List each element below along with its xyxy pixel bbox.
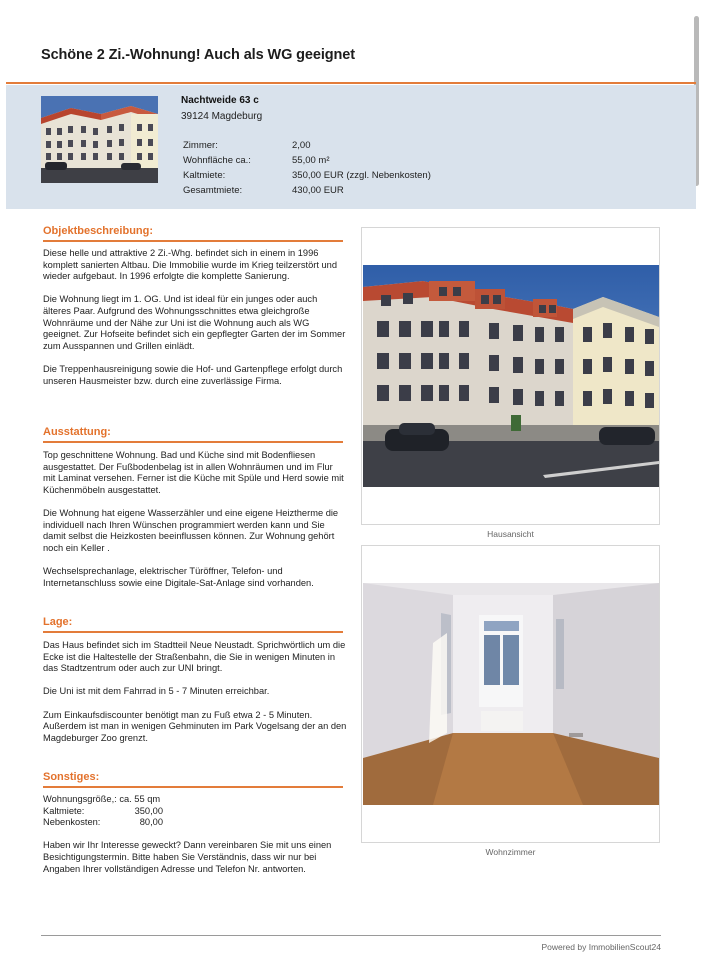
paragraph: Die Uni ist mit dem Fahrrad in 5 - 7 Minuten erreichbar. (43, 686, 270, 697)
page-title: Schöne 2 Zi.-Wohnung! Auch als WG geeignet (41, 47, 356, 63)
building-photo (363, 265, 659, 487)
fact-label: Wohnfläche ca.: (183, 155, 251, 166)
key-facts (183, 140, 431, 200)
photo-caption: Hausansicht (487, 529, 534, 539)
fact-value: 350,00 EUR (zzgl. Nebenkosten) (292, 170, 431, 181)
paragraph: Die Wohnung hat eigene Wasserzähler und eine eigene Heiztherme die individuell nach Ihren Wünschen programmiert werden kann und Sie damit selbst die Heizkosten beeinflussen können. Zur Wohnung gehört noch ein Keller . (43, 507, 339, 553)
section-body-sonstiges (43, 794, 347, 875)
section-heading-sonstiges: Sonstiges: (43, 771, 343, 788)
photo-caption: Wohnzimmer (485, 847, 536, 857)
fact-label: Gesamtmiete: (183, 185, 243, 196)
address-city: 39124 Magdeburg (181, 111, 263, 122)
fact-value: 55,00 m² (292, 155, 330, 166)
row-label: Kaltmiete: (43, 805, 85, 816)
fact-area (183, 155, 431, 170)
room-photo (363, 583, 659, 805)
building-thumbnail[interactable] (41, 96, 158, 183)
paragraph: Die Treppenhausreinigung sowie die Hof- und Gartenpflege erfolgt durch unseren Hausmeister bzw. durch eine zuverlässige Firma. (43, 363, 343, 386)
fact-value: 2,00 (292, 140, 311, 151)
photo-frame-wohnzimmer[interactable] (361, 545, 660, 843)
photo-frame-hausansicht[interactable] (361, 227, 660, 525)
row-value: 350,00 (134, 805, 163, 816)
footer-divider (41, 935, 661, 936)
fact-rooms (183, 140, 431, 155)
row-value: 80,00 (139, 817, 163, 828)
section-heading-ausstattung: Ausstattung: (43, 426, 343, 443)
fact-label: Kaltmiete: (183, 170, 226, 181)
paragraph: Wechselsprechanlage, elektrischer Türöffner, Telefon- und Internetanschluss sowie eine Digitale-Sat-Anlage sind vorhanden. (43, 565, 314, 588)
closing-paragraph: Haben wir Ihr Interesse geweckt? Dann vereinbaren Sie mit uns einen Besichtigungstermin. Bitte haben Sie Verständnis, dass wir nur bei Angaben Ihrer vollständigen Adresse und Telefon Nr. antworten. (43, 840, 332, 874)
paragraph: Das Haus befindet sich im Stadtteil Neue Neustadt. Sprichwörtlich um die Ecke ist die Haltestelle der Straßenbahn, die Sie in wenigen Minuten in das Stadtzentrum oder auch zur UNI bringt. (43, 640, 346, 674)
extra-costs-row (43, 817, 347, 829)
paragraph: Zum Einkaufsdiscounter benötigt man zu Fuß etwa 2 - 5 Minuten. Außerdem ist man in wenigen Gehminuten im Park Vogelsang der an den Magdeburger Zoo grenzt. (43, 709, 347, 743)
address-street: Nachtweide 63 c (181, 95, 259, 106)
cold-rent-row (43, 806, 347, 818)
paragraph: Die Wohnung liegt im 1. OG. Und ist ideal für ein junges oder auch älteres Paar. Aufgrund des Wohnungsschnittes etwa gleichgroße Wohnräume und der Nähe zur Uni ist die Wohnung auch als WG geeignet. Zur Hofseite befindet sich ein gepflegter Garten der im Sommer zum Ausspannen und Grillen einlädt. (43, 294, 346, 351)
fact-label: Zimmer: (183, 140, 218, 151)
title-divider (6, 82, 696, 84)
fact-cold-rent (183, 170, 431, 185)
section-body-lage (43, 640, 347, 744)
section-body-objekt (43, 248, 347, 387)
fact-value: 430,00 EUR (292, 185, 344, 196)
row-label: Nebenkosten: (43, 817, 101, 828)
fact-total-rent (183, 185, 431, 200)
section-body-ausstattung (43, 450, 347, 589)
size-row: Wohnungsgröße,: ca. 55 qm (43, 794, 161, 804)
section-heading-objekt: Objektbeschreibung: (43, 225, 343, 242)
paragraph: Top geschnittene Wohnung. Bad und Küche sind mit Bodenfliesen ausgestattet. Der Fußbodenbelag ist in allen Wohnräumen und im Flur mit Laminat versehen. Ferner ist die Küche mit Spüle und Herd sowie mit Küchenmöbeln ausgestattet. (43, 450, 344, 495)
paragraph: Diese helle und attraktive 2 Zi.-Whg. befindet sich in einem in 1996 komplett sanierten Altbau. Die Immobilie wurde im Krieg teilzerstört und wieder aufgebaut. In 1996 erfolgte die komplette Sanierung. (43, 248, 338, 282)
powered-by: Powered by ImmobilienScout24 (541, 942, 661, 952)
section-heading-lage: Lage: (43, 616, 343, 633)
summary-panel (6, 85, 696, 209)
